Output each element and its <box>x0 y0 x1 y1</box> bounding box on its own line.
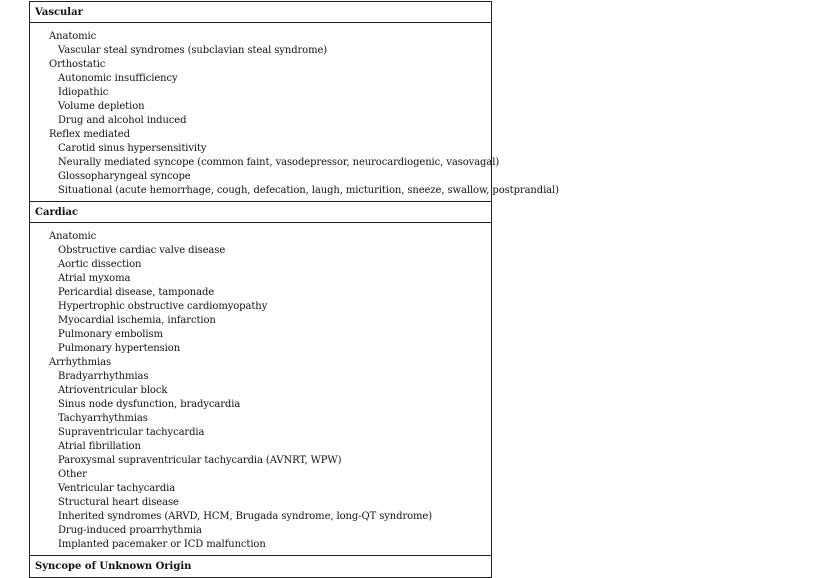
group-label: Anatomic <box>49 231 97 242</box>
section-heading: Vascular <box>30 2 491 23</box>
list-item: Obstructive cardiac valve disease <box>58 245 226 256</box>
list-item: Other <box>58 469 87 480</box>
list-item: Situational (acute hemorrhage, cough, defecation, laugh, micturition, sneeze, swallow, postprandial) <box>58 185 559 196</box>
list-item: Drug-induced proarrhythmia <box>58 525 202 536</box>
list-item: Pericardial disease, tamponade <box>58 287 215 298</box>
list-item: Bradyarrhythmias <box>58 371 149 382</box>
section-body <box>30 223 491 555</box>
list-item: Drug and alcohol induced <box>58 115 187 126</box>
list-item: Paroxysmal supraventricular tachycardia (AVNRT, WPW) <box>58 455 342 466</box>
group-label: Anatomic <box>49 31 97 42</box>
list-item: Implanted pacemaker or ICD malfunction <box>58 539 266 550</box>
list-item: Neurally mediated syncope (common faint, vasodepressor, neurocardiogenic, vasovagal) <box>58 157 500 168</box>
list-item: Inherited syndromes (ARVD, HCM, Brugada syndrome, long-QT syndrome) <box>58 511 433 522</box>
list-item: Idiopathic <box>58 87 109 98</box>
list-item: Autonomic insufficiency <box>58 73 178 84</box>
list-item: Pulmonary embolism <box>58 329 163 340</box>
list-item: Carotid sinus hypersensitivity <box>58 143 207 154</box>
group-label: Orthostatic <box>49 59 106 70</box>
list-item: Aortic dissection <box>58 259 142 270</box>
list-item: Supraventricular tachycardia <box>58 427 205 438</box>
list-item: Glossopharyngeal syncope <box>58 171 191 182</box>
list-item: Tachyarrhythmias <box>58 413 148 424</box>
list-item: Atrial fibrillation <box>58 441 141 452</box>
section-vascular <box>30 2 559 201</box>
syncope-causes-table <box>29 1 559 578</box>
section-body <box>30 23 559 201</box>
list-item: Structural heart disease <box>58 497 179 508</box>
list-item: Atrial myxoma <box>58 273 131 284</box>
group-label: Arrhythmias <box>49 357 112 368</box>
list-item: Atrioventricular block <box>58 385 168 396</box>
list-item: Hypertrophic obstructive cardiomyopathy <box>58 301 268 312</box>
list-item: Ventricular tachycardia <box>58 483 176 494</box>
footer-heading: Syncope of Unknown Origin <box>35 561 192 572</box>
list-item: Sinus node dysfunction, bradycardia <box>58 399 241 410</box>
list-item: Vascular steal syndromes (subclavian steal syndrome) <box>58 45 328 56</box>
sections-container <box>30 2 559 555</box>
section-cardiac <box>30 201 491 555</box>
list-item: Volume depletion <box>58 101 145 112</box>
list-item: Myocardial ischemia, infarction <box>58 315 216 326</box>
group-label: Reflex mediated <box>49 129 130 140</box>
list-item: Pulmonary hypertension <box>58 343 181 354</box>
section-unknown-origin <box>30 555 491 577</box>
section-heading: Cardiac <box>30 202 491 223</box>
